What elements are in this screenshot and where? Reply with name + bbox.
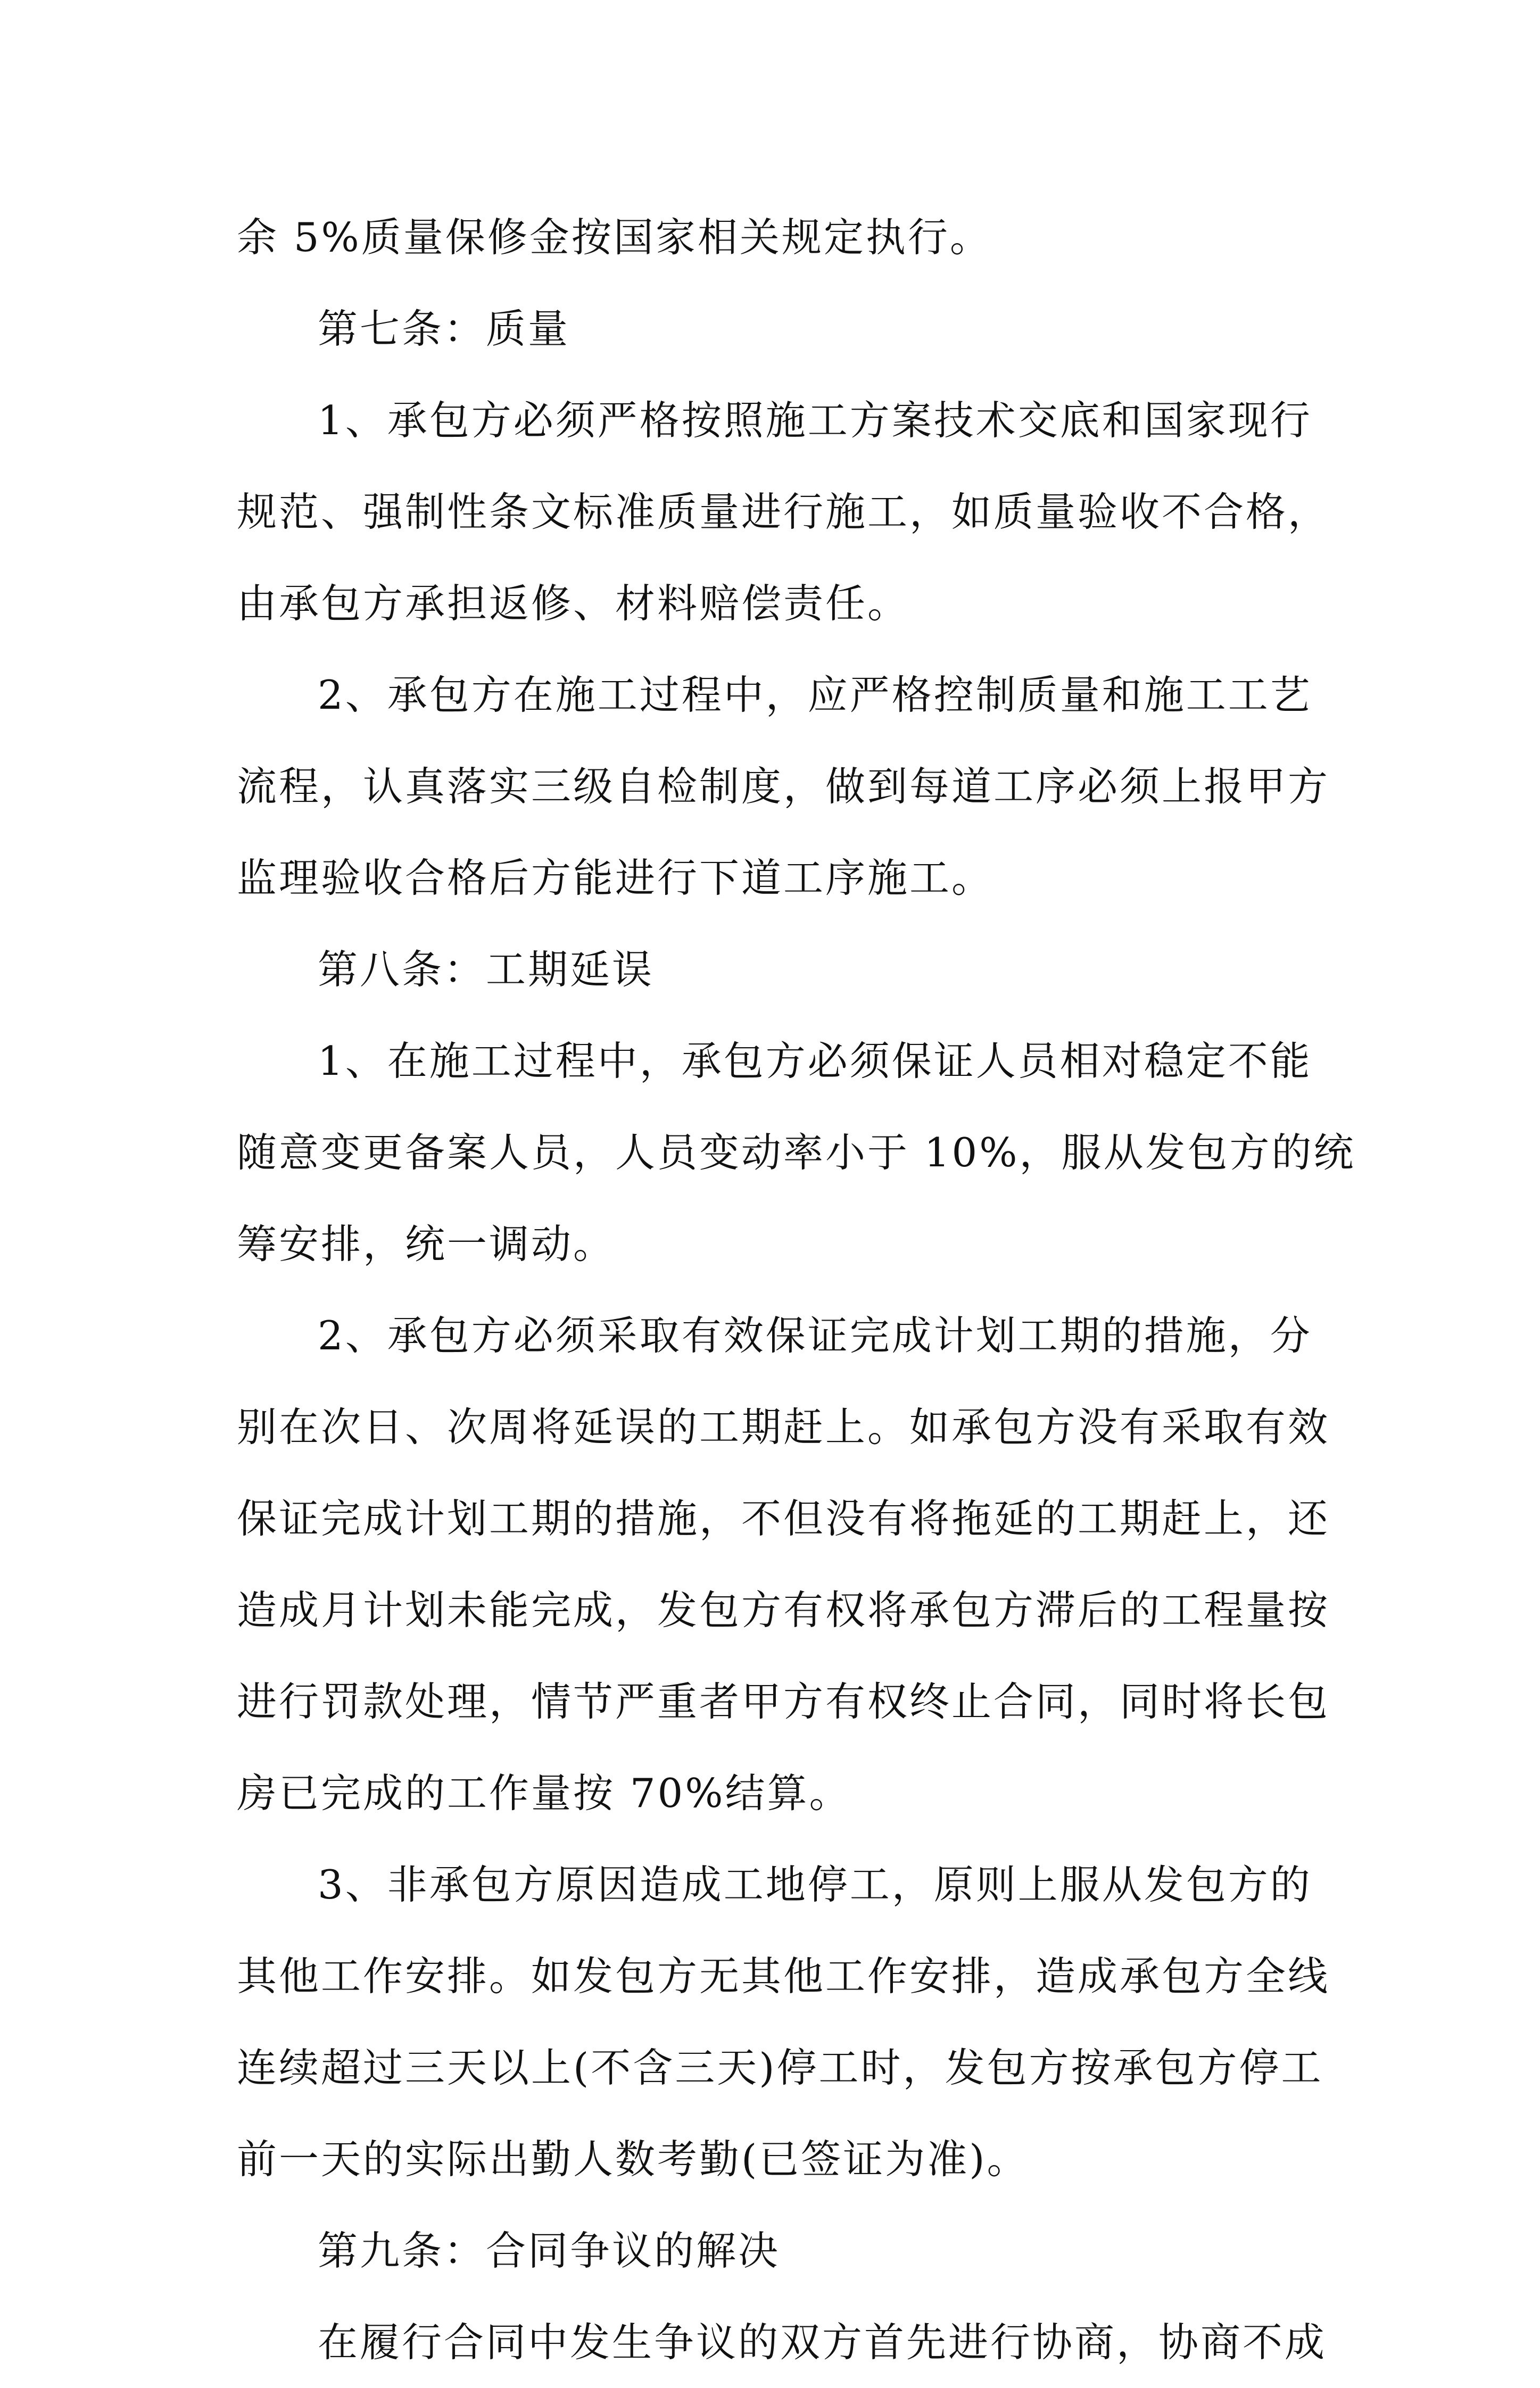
text-line: 别在次日、次周将延误的工期赶上。如承包方没有采取有效	[237, 1404, 1330, 1450]
text-line: 在履行合同中发生争议的双方首先进行协商，协商不成	[318, 2319, 1327, 2366]
text-line: 保证完成计划工期的措施，不但没有将拖延的工期赶上，还	[237, 1495, 1330, 1542]
text-line: 1、在施工过程中，承包方必须保证人员相对稳定不能	[318, 1038, 1312, 1084]
text-line: 进行罚款处理，情节严重者甲方有权终止合同，同时将长包	[237, 1678, 1330, 1725]
text-line: 造成月计划未能完成，发包方有权将承包方滞后的工程量按	[237, 1587, 1330, 1634]
text-line: 监理验收合格后方能进行下道工序施工。	[237, 855, 994, 901]
text-line: 随意变更备案人员，人员变动率小于 10%，服从发包方的统	[237, 1129, 1356, 1176]
text-line: 其他工作安排。如发包方无其他工作安排，造成承包方全线	[237, 1953, 1330, 2000]
article-8-heading: 第八条：工期延误	[318, 946, 655, 993]
text-line: 2、承包方必须采取有效保证完成计划工期的措施，分	[318, 1312, 1312, 1359]
text-line: 筹安排，统一调动。	[237, 1221, 616, 1267]
text-line: 连续超过三天以上(不含三天)停工时，发包方按承包方停工	[237, 2044, 1323, 2091]
text-line: 2、承包方在施工过程中，应严格控制质量和施工工艺	[318, 671, 1312, 718]
article-9-heading: 第九条：合同争议的解决	[318, 2227, 781, 2274]
article-7-heading: 第七条：质量	[318, 305, 570, 352]
text-line: 1、承包方必须严格按照施工方案技术交底和国家现行	[318, 397, 1312, 444]
text-line: 3、非承包方原因造成工地停工，原则上服从发包方的	[318, 1861, 1312, 1908]
text-line: 前一天的实际出勤人数考勤(已签证为准)。	[237, 2136, 1029, 2183]
text-line: 规范、强制性条文标准质量进行施工，如质量验收不合格，	[237, 488, 1330, 535]
contract-text	[237, 192, 1356, 2388]
text-line: 由承包方承担返修、材料赔偿责任。	[237, 580, 910, 627]
text-line: 流程，认真落实三级自检制度，做到每道工序必须上报甲方	[237, 763, 1330, 810]
text-line: 房已完成的工作量按 70%结算。	[237, 1770, 851, 1817]
text-line-continuation: 余 5%质量保修金按国家相关规定执行。	[237, 214, 992, 261]
